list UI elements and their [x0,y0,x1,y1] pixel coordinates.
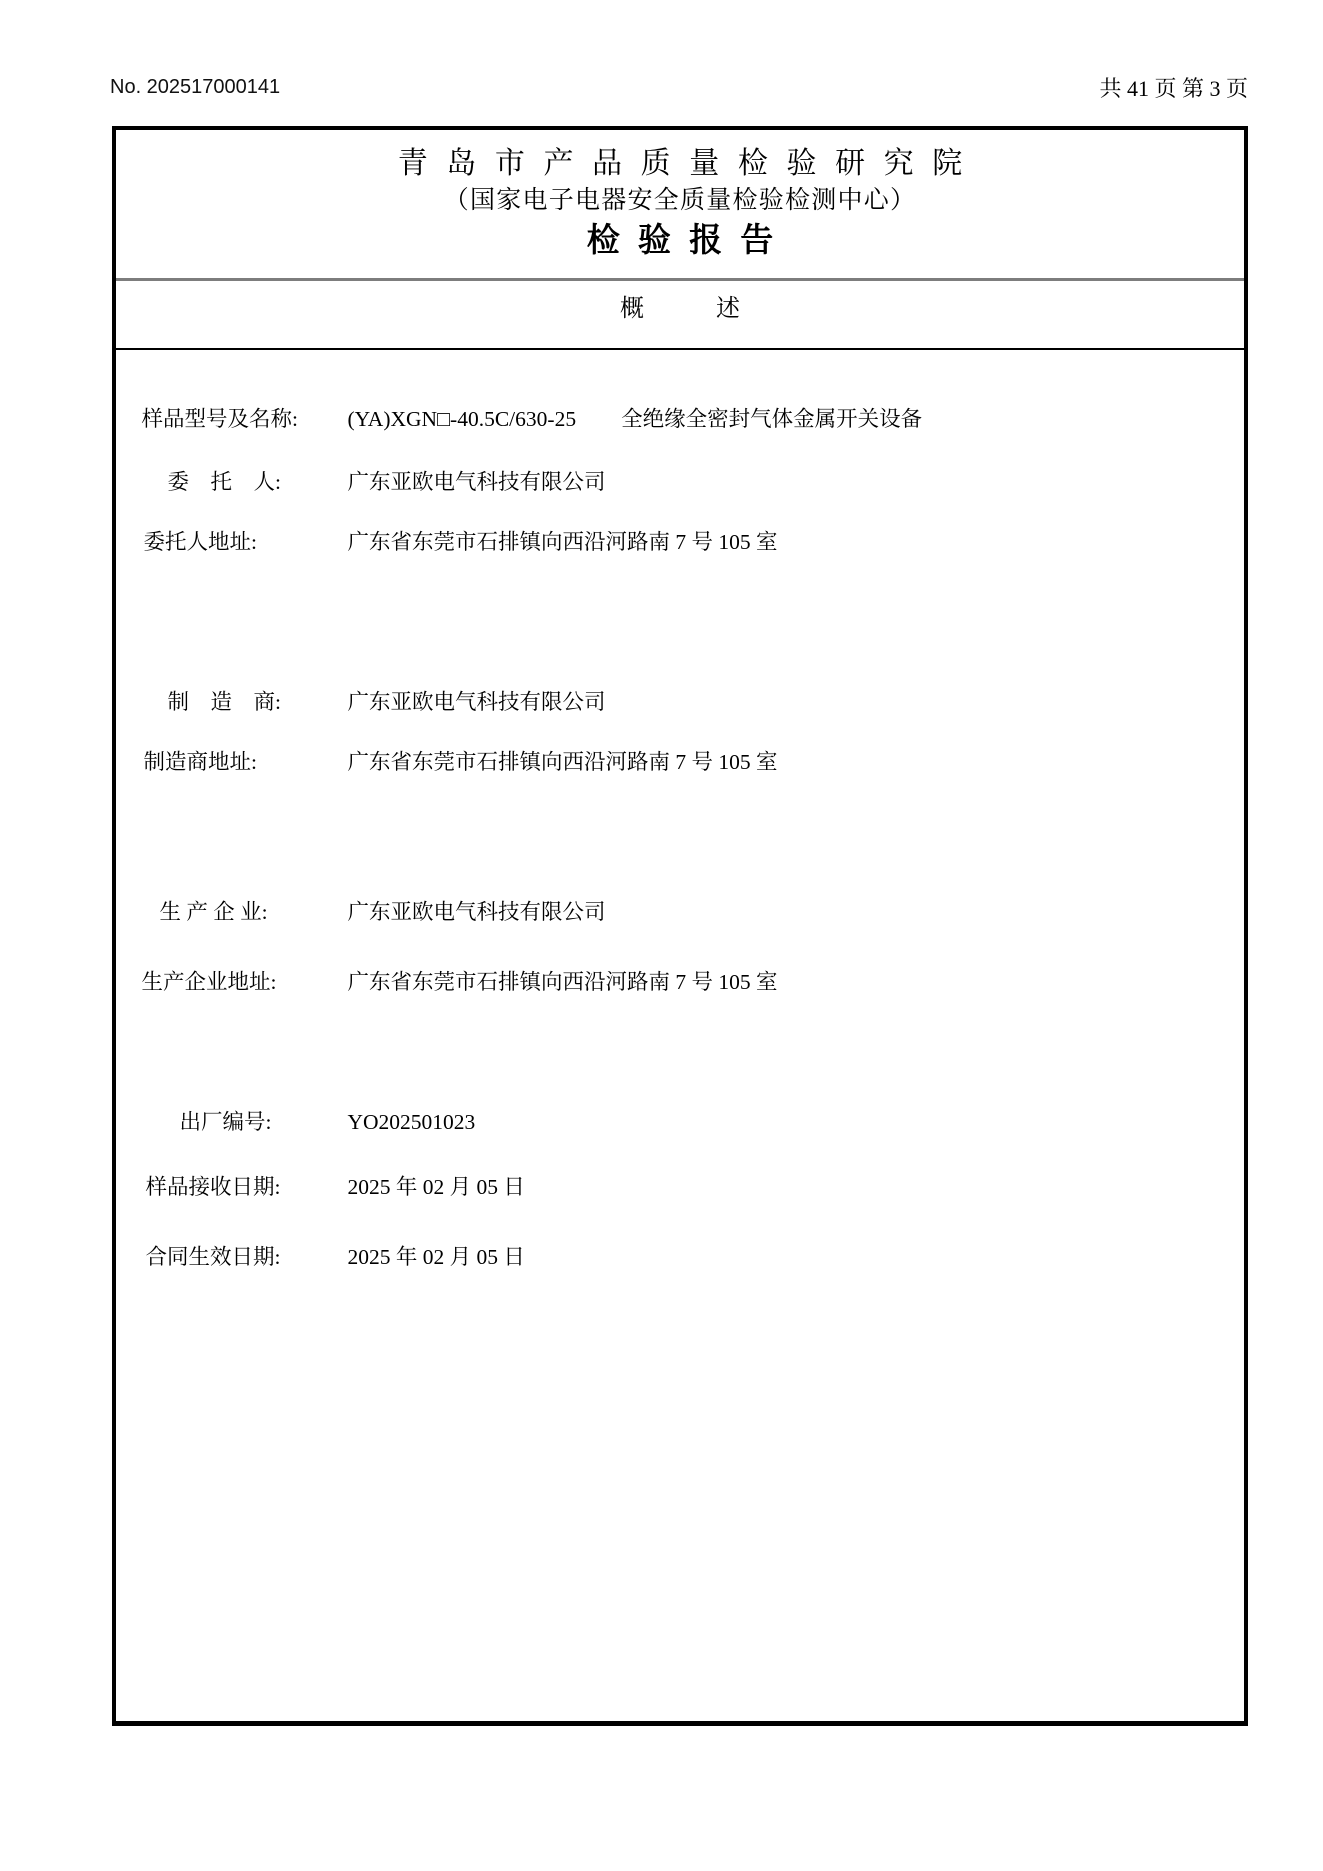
overview-section-title: 概 述 [620,296,740,322]
field-value: (YA)XGN□-40.5C/630-25 [347,407,577,431]
field-label: 制造商地址: [143,750,257,774]
field-value-secondary: 全绝缘全密封气体金属开关设备 [621,407,923,431]
field-label: 生产企业地址: [141,970,277,994]
page-count: 共 41 页 第 3 页 [1099,76,1248,101]
field-value: 广东亚欧电气科技有限公司 [347,900,606,924]
field-producer-address [118,937,1240,1027]
report-title: 检 验 报 告 [586,223,779,259]
field-label: 委托人地址: [143,530,257,554]
field-value: 广东亚欧电气科技有限公司 [347,690,606,714]
field-value: YO202501023 [347,1110,476,1134]
field-label: 样品接收日期: [145,1175,281,1199]
field-value: 2025 年 02 月 05 日 [347,1245,525,1269]
field-label: 出厂编号: [179,1110,272,1134]
field-consignor-address [118,497,1240,587]
header-divider [116,278,1244,281]
report-number: No. 202517000141 [110,76,281,98]
section-divider [116,348,1244,350]
field-label: 样品型号及名称: [141,407,298,431]
field-label: 生 产 企 业: [159,900,268,924]
field-manufacturer-address [118,717,1240,807]
report-border-box [112,126,1248,1726]
field-contract-effective-date [118,1212,1240,1302]
field-label: 制 造 商: [167,690,281,714]
testing-center-name: （国家电子电器安全质量检验检测中心） [443,187,917,214]
field-value: 广东亚欧电气科技有限公司 [347,470,606,494]
field-value: 2025 年 02 月 05 日 [347,1175,525,1199]
institute-name: 青岛市产品质量检验研究院 [397,147,981,180]
field-value: 广东省东莞市石排镇向西沿河路南 7 号 105 室 [347,530,778,554]
field-label: 合同生效日期: [145,1245,281,1269]
field-value: 广东省东莞市石排镇向西沿河路南 7 号 105 室 [347,750,778,774]
field-label: 委 托 人: [167,470,281,494]
field-value: 广东省东莞市石排镇向西沿河路南 7 号 105 室 [347,970,778,994]
